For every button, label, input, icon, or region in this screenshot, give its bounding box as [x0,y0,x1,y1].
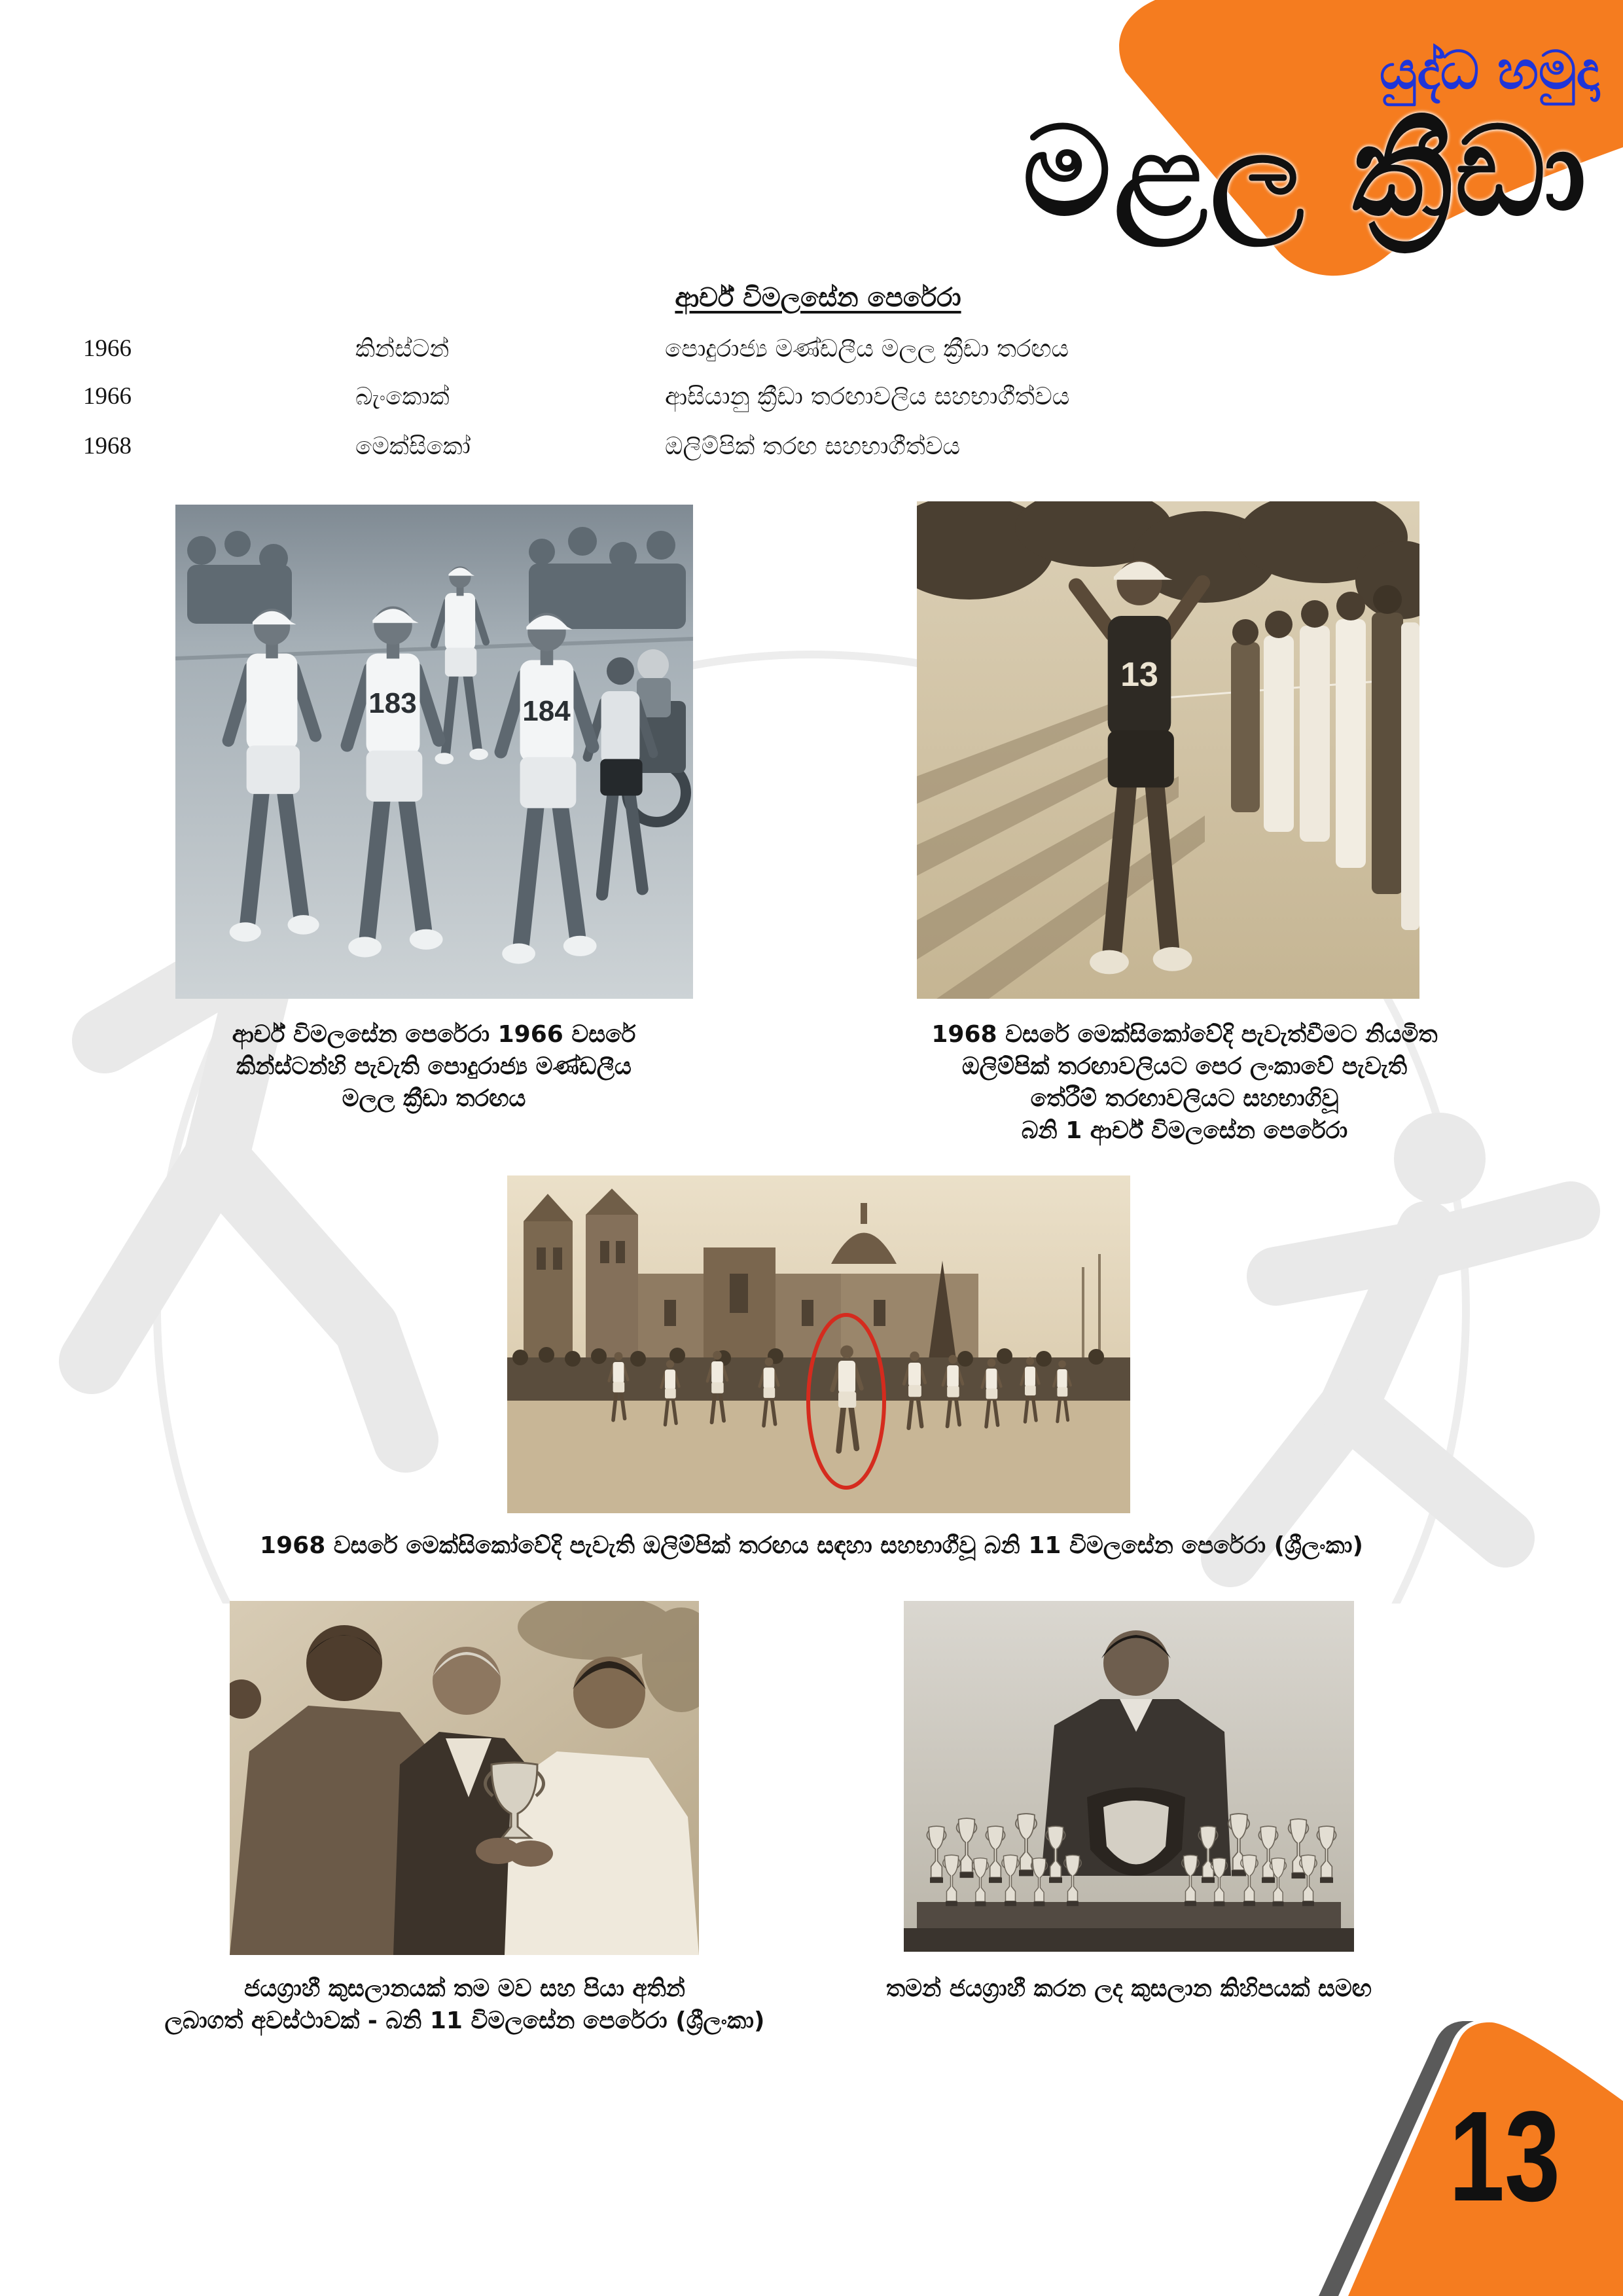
section-kicker: යුද්ධ හමුදා [1379,40,1599,101]
caption-trophy-with-parents [118,1973,812,2037]
caption-line: ලබාගත් අවස්ථාවක් - බනි 11 විමලසේන පෙරේරා (ශ්‍රීලංකා) [164,2007,765,2034]
watermark-athlete-right [1230,1113,1571,1558]
photo-trophy-collection [904,1601,1354,1952]
caption-kingston-1966 [172,1018,696,1115]
record-year: 1966 [83,383,132,410]
caption-line: ඔලිම්පික් තරඟාවලියට පෙර ලංකාවේ පැවැති [961,1053,1408,1080]
page-number: 13 [1449,2085,1561,2228]
record-event: ආසියානු ක්‍රීඩා තරඟාවලිය සහභාගීත්වය [665,382,1070,410]
athlete-name-heading: ආර්ච් විමලසේන පෙරේරා [675,283,961,313]
bib-number: 13 [1120,656,1158,694]
record-year: 1968 [83,433,132,459]
caption-line: ජයග්‍රාහී කුසලානයක් තම මව සහ පියා අතින් [244,1975,685,2002]
caption-line: තේරීම් තරඟාවලියට සහභාගිවූ [1030,1085,1339,1112]
record-city: මෙක්සිකෝ [355,432,471,460]
caption-trophy-collection [802,1973,1456,2005]
caption-line: ආර්ච් විමලසේන පෙරේරා 1966 වසරේ [232,1021,636,1048]
record-event: පොදුරාජ්‍ය මණ්ඩලීය මලල ක්‍රීඩා තරඟය [665,334,1069,363]
caption-line: 1968 වසරේ මෙක්සිකෝවේදි පැවැත්වීමට නියමිත [931,1021,1438,1048]
photo-kingston-1966-race [175,505,693,999]
photo-mexico-1968-olympics [507,1175,1130,1513]
caption-line: බනි 1 ආර්ච් විමලසේන පෙරේරා [1021,1117,1348,1144]
caption-trials-1968 [857,1018,1512,1147]
record-row [0,332,1623,366]
photo-trophy-with-parents [230,1601,699,1955]
record-year: 1966 [83,335,132,362]
record-city: බැංකොක් [355,382,450,410]
record-row [0,380,1623,414]
record-event: ඔලිම්පික් තරඟ සහභාගීත්වය [665,432,961,460]
caption-line: මලල ක්‍රීඩා තරඟය [342,1085,526,1112]
caption-mexico-1968 [183,1530,1440,1562]
photo-trials-1968 [917,501,1419,999]
record-row [0,429,1623,463]
table-front [904,1928,1354,1952]
caption-line: කින්ස්ටන්හි පැවැති පොදුරාජ්‍ය මණ්ඩලීය [236,1053,632,1080]
bib-number: 184 [522,695,571,727]
record-city: කින්ස්ටන් [355,334,450,363]
section-title: මළල ක්‍රීඩා [1022,100,1589,243]
caption-line: තමන් ජයග්‍රාහී කරන ලද කුසලාන කිහිපයක් සමඟ [885,1975,1372,2002]
bib-number: 183 [368,687,417,719]
caption-line: 1968 වසරේ මෙක්සිකෝවේදි පැවැති ඔලිම්පික් තරඟය සඳහා සහභාගීවූ බනි 11 විමලසේන පෙරේරා (ශ්‍රීලංකා) [260,1532,1363,1559]
hands [476,1838,553,1867]
